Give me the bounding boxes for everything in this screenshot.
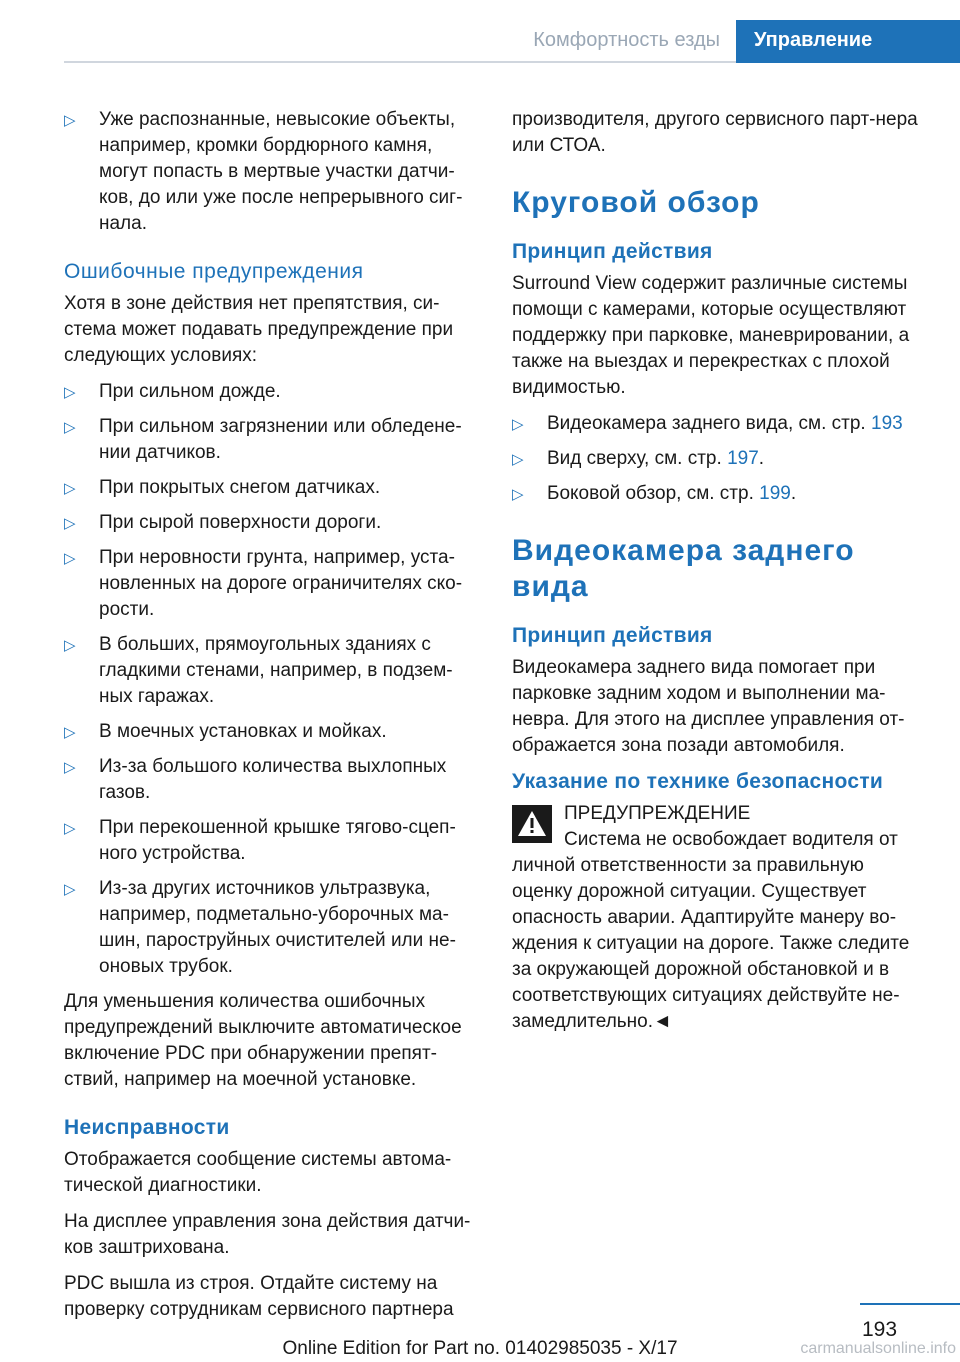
page-link-197[interactable]: 197 bbox=[727, 448, 759, 469]
triangle-bullet-icon: ▷ bbox=[64, 515, 76, 532]
warning-text-line: Система не освобождает водителя от bbox=[564, 829, 898, 850]
page-link-199[interactable]: 199 bbox=[759, 483, 791, 504]
list-item: ▷ Видеокамера заднего вида, см. стр. 193 bbox=[512, 411, 926, 437]
heading-principle: Принцип действия bbox=[512, 624, 713, 647]
triangle-bullet-icon: ▷ bbox=[64, 724, 76, 741]
triangle-bullet-icon: ▷ bbox=[512, 416, 524, 433]
paragraph: производителя, другого сервисного парт-нера или СТОА. bbox=[512, 109, 918, 156]
list-item: ▷ При сильном загрязнении или обледене-нии датчиков. bbox=[64, 416, 462, 463]
warning-text: личной ответственности за правильную оценку дорожной ситуации. Существует опасность аварии. Адаптируйте манеру во-ждения к ситуации на дороге. Также следите за окружающей дорожной обстановкой и в соответствующих ситуациях действуйте не-замедлительно.◄ bbox=[512, 855, 910, 1032]
list-item: ▷ При перекошенной крышке тягово-сцеп-ного устройства. bbox=[64, 817, 456, 864]
page-number: 193 bbox=[862, 1318, 898, 1341]
list-item: ▷ Из-за большого количества выхлопных газов. bbox=[64, 756, 447, 803]
paragraph: Surround View содержит различные системы помощи с камерами, которые осуществляют поддержку при парковке, маневрировании, а также на выездах и перекрестках с плохой видимостью. bbox=[512, 273, 910, 398]
list-item: ▷ При покрытых снегом датчиках. bbox=[64, 475, 478, 501]
list-item: ▷ Боковой обзор, см. стр. 199. bbox=[512, 481, 926, 507]
heading-rear-camera: Видеокамера заднего вида bbox=[512, 534, 855, 603]
triangle-bullet-icon: ▷ bbox=[512, 486, 524, 503]
list-item: ▷ При сырой поверхности дороги. bbox=[64, 510, 478, 536]
paragraph: Для уменьшения количества ошибочных предупреждений выключите автоматическое включение PDC при обнаружении препят-ствий, например на моечной установке. bbox=[64, 991, 462, 1090]
triangle-bullet-icon: ▷ bbox=[512, 451, 524, 468]
bullet-list bbox=[64, 379, 478, 980]
breadcrumb[interactable]: Комфортность езды bbox=[533, 29, 720, 51]
heading-faults: Неисправности bbox=[64, 1116, 230, 1139]
triangle-bullet-icon: ▷ bbox=[64, 112, 76, 129]
paragraph: Хотя в зоне действия нет препятствия, си-стема может подавать предупреждение при следующих условиях: bbox=[64, 293, 454, 366]
heading-principle: Принцип действия bbox=[512, 240, 713, 263]
paragraph: PDC вышла из строя. Отдайте систему на проверку сотрудникам сервисного партнера bbox=[64, 1273, 454, 1320]
list-item: ▷ В моечных установках и мойках. bbox=[64, 719, 478, 745]
triangle-bullet-icon: ▷ bbox=[64, 637, 76, 654]
triangle-bullet-icon: ▷ bbox=[64, 550, 76, 567]
heading-false-warnings: Ошибочные предупреждения bbox=[64, 260, 364, 283]
triangle-bullet-icon: ▷ bbox=[64, 759, 76, 776]
section-tab[interactable]: Управление bbox=[736, 20, 960, 63]
triangle-bullet-icon: ▷ bbox=[64, 384, 76, 401]
warning-icon bbox=[512, 805, 552, 843]
list-item: ▷ Из-за других источников ультразвука, например, подметально-уборочных ма-шин, пароструйных очистителей или не-оновых трубок. bbox=[64, 878, 456, 977]
left-column bbox=[64, 107, 478, 1333]
triangle-bullet-icon: ▷ bbox=[64, 881, 76, 898]
page-link-193[interactable]: 193 bbox=[871, 413, 903, 434]
watermark: carmanualsonline.info bbox=[800, 1340, 956, 1357]
triangle-bullet-icon: ▷ bbox=[64, 480, 76, 497]
edition-text: Online Edition for Part no. 01402985035 - X/17 bbox=[282, 1338, 678, 1359]
heading-safety: Указание по технике безопасности bbox=[512, 770, 884, 793]
list-item: ▷ В больших, прямоугольных зданиях с гладкими стенами, например, в подзем-ных гаражах. bbox=[64, 634, 453, 707]
warning-block bbox=[512, 801, 926, 1035]
paragraph: Отображается сообщение системы автома-тической диагностики. bbox=[64, 1149, 452, 1196]
list-item: ▷ Уже распознанные, невысокие объекты, например, кромки бордюрного камня, могут попасть в мертвые участки датчи-ков, до или уже после непрерывного сиг-нала. bbox=[64, 109, 463, 234]
paragraph: Видеокамера заднего вида помогает при парковке задним ходом и выполнении ма-невра. Для этого на дисплее управления от-ображается зона позади автомобиля. bbox=[512, 657, 905, 756]
triangle-bullet-icon: ▷ bbox=[64, 820, 76, 837]
paragraph: На дисплее управления зона действия датчи-ков заштрихована. bbox=[64, 1211, 471, 1258]
list-item: ▷ При сильном дожде. bbox=[64, 379, 478, 405]
list-item: ▷ При неровности грунта, например, уста-новленных на дороге ограничителях ско-рости. bbox=[64, 547, 463, 620]
list-item: ▷ Вид сверху, см. стр. 197. bbox=[512, 446, 926, 472]
right-column bbox=[512, 107, 926, 1045]
triangle-bullet-icon: ▷ bbox=[64, 419, 76, 436]
heading-surround-view: Круговой обзор bbox=[512, 186, 760, 219]
warning-title: ПРЕДУПРЕЖДЕНИЕ bbox=[564, 803, 751, 824]
footer-rule bbox=[860, 1303, 960, 1305]
